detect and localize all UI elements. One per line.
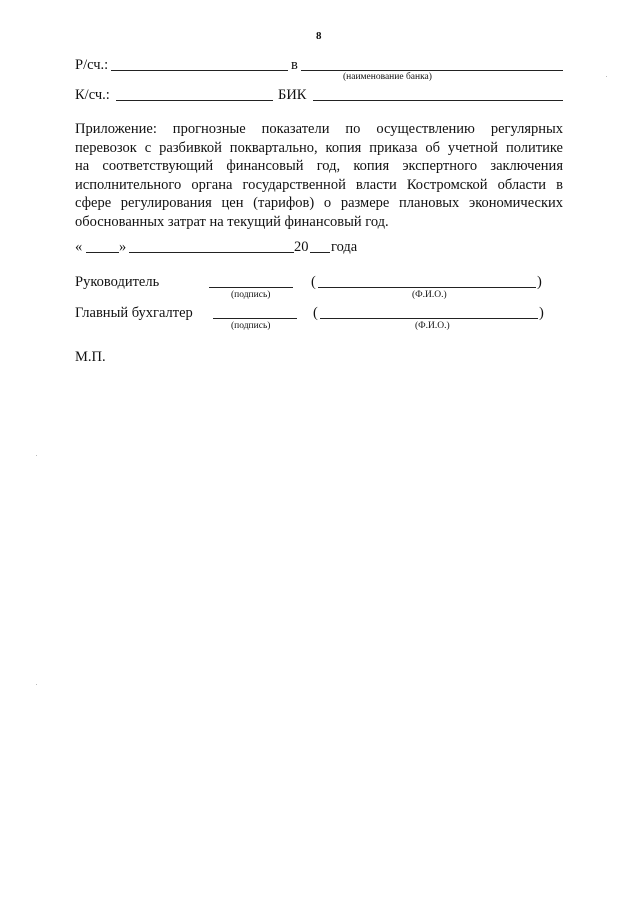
date-month-field[interactable] (129, 252, 294, 253)
date-year-field[interactable] (310, 252, 330, 253)
settlement-account-field[interactable] (111, 70, 288, 71)
appendix-line: сфере регулирования цен (тарифов) о размере плановых экономических (75, 195, 563, 211)
accountant-name-field[interactable] (320, 318, 538, 319)
scan-speck (606, 76, 607, 77)
director-signature-caption: (подпись) (231, 290, 271, 300)
date-year-word: года (331, 239, 358, 255)
accountant-label: Главный бухгалтер (75, 305, 193, 321)
settlement-account-label: Р/сч.: (75, 57, 109, 73)
appendix-line: Приложение: прогнозные показатели по осуществлению регулярных (75, 121, 563, 137)
appendix-line: исполнительного органа государственной власти Костромской области в (75, 176, 563, 193)
accountant-signature-caption: (подпись) (231, 321, 271, 331)
scan-speck (36, 684, 37, 685)
bik-field[interactable] (313, 100, 563, 101)
bank-name-caption: (наименование банка) (343, 72, 432, 82)
director-open-paren: ( (311, 274, 316, 290)
correspondent-account-field[interactable] (116, 100, 273, 101)
date-close-quote: » (119, 239, 127, 255)
accountant-close-paren: ) (539, 305, 544, 321)
director-name-field[interactable] (318, 287, 536, 288)
accountant-signature-field[interactable] (213, 318, 297, 319)
director-close-paren: ) (537, 274, 542, 290)
bank-name-field[interactable] (301, 70, 563, 71)
director-label: Руководитель (75, 274, 160, 290)
page-number: 8 (316, 30, 322, 42)
date-open-quote: « (75, 239, 83, 255)
appendix-line: перевозок с разбивкой поквартально, копия приказа об учетной политике (75, 139, 563, 156)
director-name-caption: (Ф.И.О.) (412, 290, 447, 300)
accountant-name-caption: (Ф.И.О.) (415, 321, 450, 331)
date-century: 20 (294, 239, 309, 255)
appendix-line: обоснованных затрат на текущий финансовый год. (75, 213, 389, 230)
appendix-line: на соответствующий финансовый год, копия экспертного заключения (75, 158, 563, 174)
in-bank-label: в (291, 57, 298, 73)
appendix-paragraph (75, 120, 563, 231)
correspondent-account-label: К/сч.: (75, 87, 110, 103)
bik-label: БИК (278, 87, 307, 103)
scan-speck (36, 455, 37, 456)
stamp-place-label: М.П. (75, 349, 106, 365)
accountant-open-paren: ( (313, 305, 318, 321)
date-day-field[interactable] (86, 252, 119, 253)
director-signature-field[interactable] (209, 287, 293, 288)
